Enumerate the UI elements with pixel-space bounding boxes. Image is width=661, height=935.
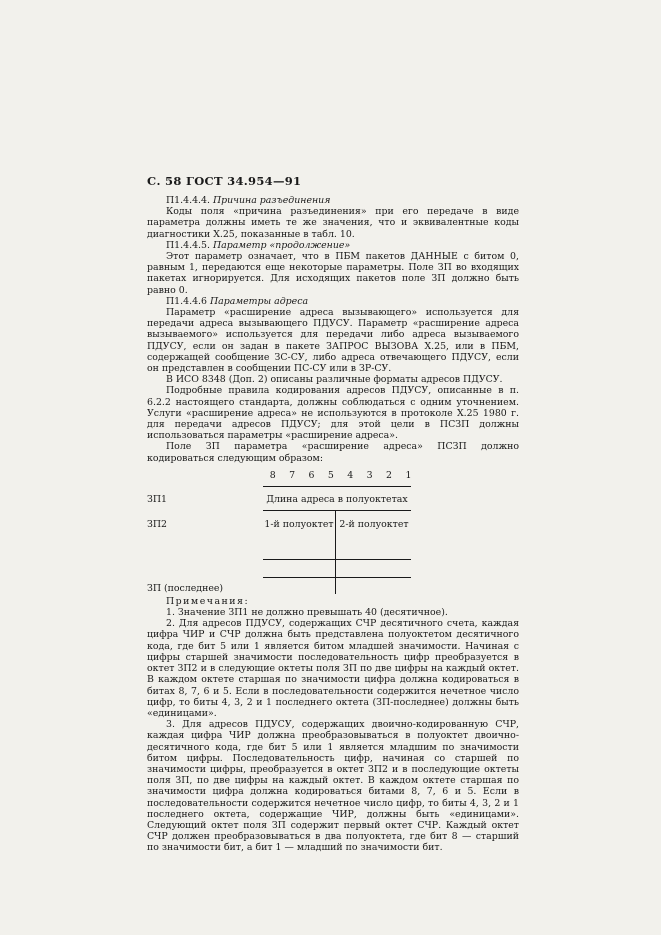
note: 1. Значение ЗП1 не должно превышать 40 (десятичное). [166,607,448,619]
section-number: П1.4.4.6 [166,295,207,307]
paragraph: Поле ЗП параметра «расширение адреса» ПСЗП должно кодироваться следующим образом: [147,441,519,464]
bit-number: 6 [308,469,315,481]
note: 2. Для адресов ПДУСУ, содержащих СЧР десятичного счета, каждая цифра ЧИР и СЧР должна быть представлена полуоктетом десятичного кода, где бит 5 или 1 является битом младшей значимости. Начиная с цифры старшей значимости последовательность цифр преобразуется в октет ЗП2 и в следующие октеты поля ЗП по две цифры на каждый октет. В каждом октете старшая по значимости цифра должна кодироваться в битах 8, 7, 6 и 5. Если в последовательности содержится нечетное число цифр, то биты 4, 3, 2 и 1 последнего октета (ЗП-последнее) должны быть «единицами». [147,618,519,719]
section-heading-disconnect-cause [147,195,519,206]
paragraph: Коды поля «причина разъединения» при его передаче в виде параметра должны иметь те же значения, что и эквивалентные коды диагностики X.25, показанные в табл. 10. [147,206,519,240]
table-divider [335,510,336,594]
section-title: Параметр «продолжение» [212,239,351,251]
row-content-right: 2-й полуоктет [339,518,409,530]
row-label: ЗП (последнее) [147,582,224,594]
row-label: ЗП2 [147,518,167,530]
bit-number: 7 [289,469,296,481]
paragraph: Параметр «расширение адреса вызывающего» используется для передачи адреса вызывающего ПДУСУ. Параметр «расширение адреса вызываемого» используется для передачи либо адреса вызываемого ПДУСУ, если он задан в пакете ЗАПРОС ВЫЗОВА X.25, или в ПБМ, содержащей сообщение ЗС-СУ, либо адреса отвечающего ПДУСУ, если он представлен в сообщении ПС-СУ или в ЗР-СУ. [147,307,519,375]
table-line [263,559,411,560]
paragraph: Этот параметр означает, что в ПБМ пакетов ДАННЫЕ с битом 0, равным 1, передаются еще некоторые параметры. Поле ЗП во входящих пакетах игнорируется. Для исходящих пакетов поле ЗП должно быть равно 0. [147,251,519,296]
table-line [263,486,411,487]
table-line [263,577,411,578]
page-header: С. 58 ГОСТ 34.954—91 [147,174,302,188]
section-number: П1.4.4.4. [166,195,210,206]
section-heading-address-params [147,296,519,307]
paragraph: Подробные правила кодирования адресов ПДУСУ, описанные в п. 6.2.2 настоящего стандарта, должны соблюдаться с одним уточнением. Услуги «расширение адреса» не используются в протоколе X.25 1980 г. для передачи адресов ПДУСУ; для этой цели в ПСЗП должны использоваться параметры «расширение адреса». [147,385,519,442]
row-content-left: 1-й полуоктет [264,518,334,530]
section-number: П1.4.4.5. [166,239,210,251]
row-label: ЗП1 [147,493,167,505]
bit-layout-table [147,470,519,596]
document-body [147,195,519,854]
note: 3. Для адресов ПДУСУ, содержащих двоично-кодированную СЧР, каждая цифра ЧИР должна преобразовываться в полуоктет двоично-десятичного кода, где бит 5 или 1 является младшим по значимости битом цифры. Последовательность цифр, начиная со старшей по значимости цифры, преобразуется в октет ЗП2 и в последующие октеты поля ЗП, по две цифры на каждый октет. В каждом октете старшая по значимости цифра должна кодироваться битами 8, 7, 6 и 5. Если в последовательности содержится нечетное число цифр, то биты 4, 3, 2 и 1 последнего октета, содержащие ЧИР, должны быть «единицами». Следующий октет поля ЗП содержит первый октет СЧР. Каждый октет СЧР должен преобразовываться в два полуоктета, где бит 8 — старший по значимости бит, а бит 1 — младший по значимости бит. [147,719,519,854]
bit-number: 1 [405,469,412,481]
row-content: Длина адреса в полуоктетах [266,493,408,505]
section-heading-continuation [147,240,519,251]
bit-number: 2 [386,469,393,481]
bit-numbers [263,470,418,481]
bit-number: 5 [327,469,334,481]
table-line [263,510,411,511]
notes-title: Примечания: [166,595,250,607]
bit-number: 3 [366,469,373,481]
section-title: Причина разъединения [212,195,331,206]
bit-number: 8 [269,469,276,481]
section-title: Параметры адреса [209,295,309,307]
paragraph: В ИСО 8348 (Доп. 2) описаны различные форматы адресов ПДУСУ. [166,374,503,386]
bit-number: 4 [347,469,354,481]
